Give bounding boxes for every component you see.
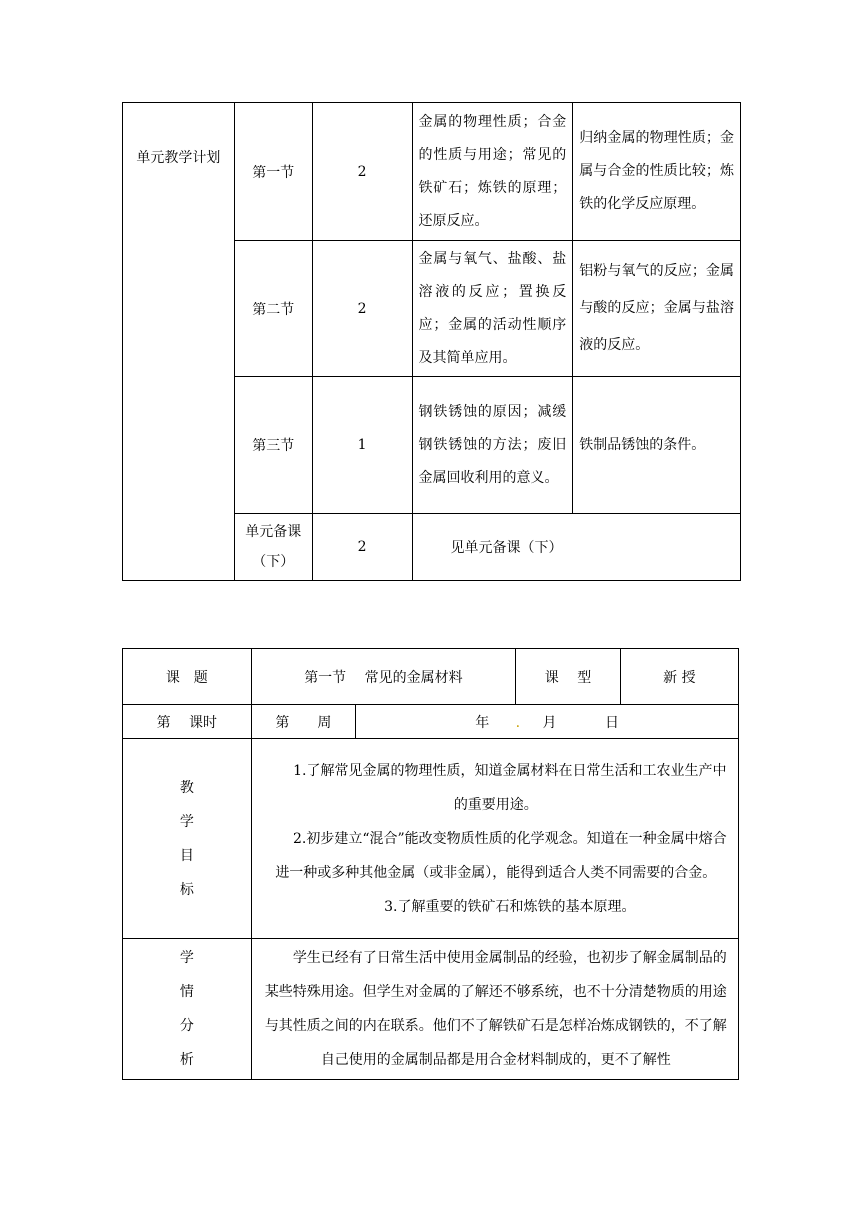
section-cell: 第二节 [234,241,312,377]
hours-cell: 2 [312,103,412,241]
table-row [123,939,739,1080]
goals-label-char: 目 [179,847,194,864]
section-cell [234,514,312,581]
week-label: 第 周 [251,705,356,739]
analysis-label-char: 分 [179,1018,194,1034]
key-points-cell: 铝粉与氧气的反应；金属与酸的反应；金属与盐溶液的反应。 [573,241,741,377]
goal-item: 1.了解常见金属的物理性质，知道金属材料在日常生活和工农业生产中的重要用途。 [293,762,727,813]
hours-cell: 2 [312,241,412,377]
goal-item: 3.了解重要的铁矿石和炼铁的基本原理。 [384,898,636,915]
analysis-label-char: 析 [179,1052,194,1068]
analysis-label-char: 情 [179,984,194,1000]
goals-label-char: 教 [179,779,194,796]
note-cell: 见单元备课（下） [412,514,741,581]
table-row [123,739,739,939]
table-row [123,705,739,739]
section-line-2: （下） [252,554,295,570]
topic-label: 课 题 [123,649,252,705]
goals-label-char: 学 [179,813,194,830]
hours-cell: 1 [312,377,412,514]
key-points-cell: 归纳金属的物理性质；金属与合金的性质比较；炼铁的化学反应原理。 [573,103,741,241]
date-month: 月 [542,714,557,731]
content-cell: 金属与氧气、盐酸、盐溶液的反应；置换反应；金属的活动性顺序及其简单应用。 [412,241,573,377]
date-cell [356,705,739,739]
table-row [123,649,739,705]
topic-value: 第一节 常见的金属材料 [251,649,516,705]
goal-item: 2.初步建立“混合”能改变物质性质的化学观念。知道在一种金属中熔合进一种或多种其他金属（或非金属），能得到适合人类不同需要的合金。 [275,830,727,881]
lesson-table [122,648,739,1080]
analysis-content [251,939,738,1080]
table-row [123,103,741,241]
type-label: 课 型 [516,649,621,705]
goals-label-char: 标 [179,881,194,898]
period-label: 第 课时 [123,705,252,739]
date-year: 年 [475,714,490,731]
hours-cell: 2 [312,514,412,581]
section-line-1: 单元备课 [245,524,302,540]
goals-label [123,739,252,939]
analysis-label-char: 学 [179,950,194,966]
content-cell: 金属的物理性质；合金的性质与用途；常见的铁矿石；炼铁的原理；还原反应。 [412,103,573,241]
section-cell: 第三节 [234,377,312,514]
key-points-cell: 铁制品锈蚀的条件。 [573,377,741,514]
date-dot: . [515,714,521,731]
analysis-text: 学生已经有了日常生活中使用金属制品的经验，也初步了解金属制品的某些特殊用途。但学生对金属的了解还不够系统，也不十分清楚物质的用途与其性质之间的内在联系。他们不了解铁矿石是怎样冶炼成钢铁的，不了解自己使用的金属制品都是用合金材料制成的，更不了解性 [264,950,727,1068]
content-cell: 钢铁锈蚀的原因；减缓钢铁锈蚀的方法；废旧金属回收利用的意义。 [412,377,573,514]
goals-content [251,739,738,939]
type-value: 新 授 [620,649,738,705]
unit-plan-table [122,102,741,581]
analysis-label [123,939,252,1080]
unit-plan-title: 单元教学计划 [123,103,235,581]
date-day: 日 [605,714,619,731]
section-cell: 第一节 [234,103,312,241]
